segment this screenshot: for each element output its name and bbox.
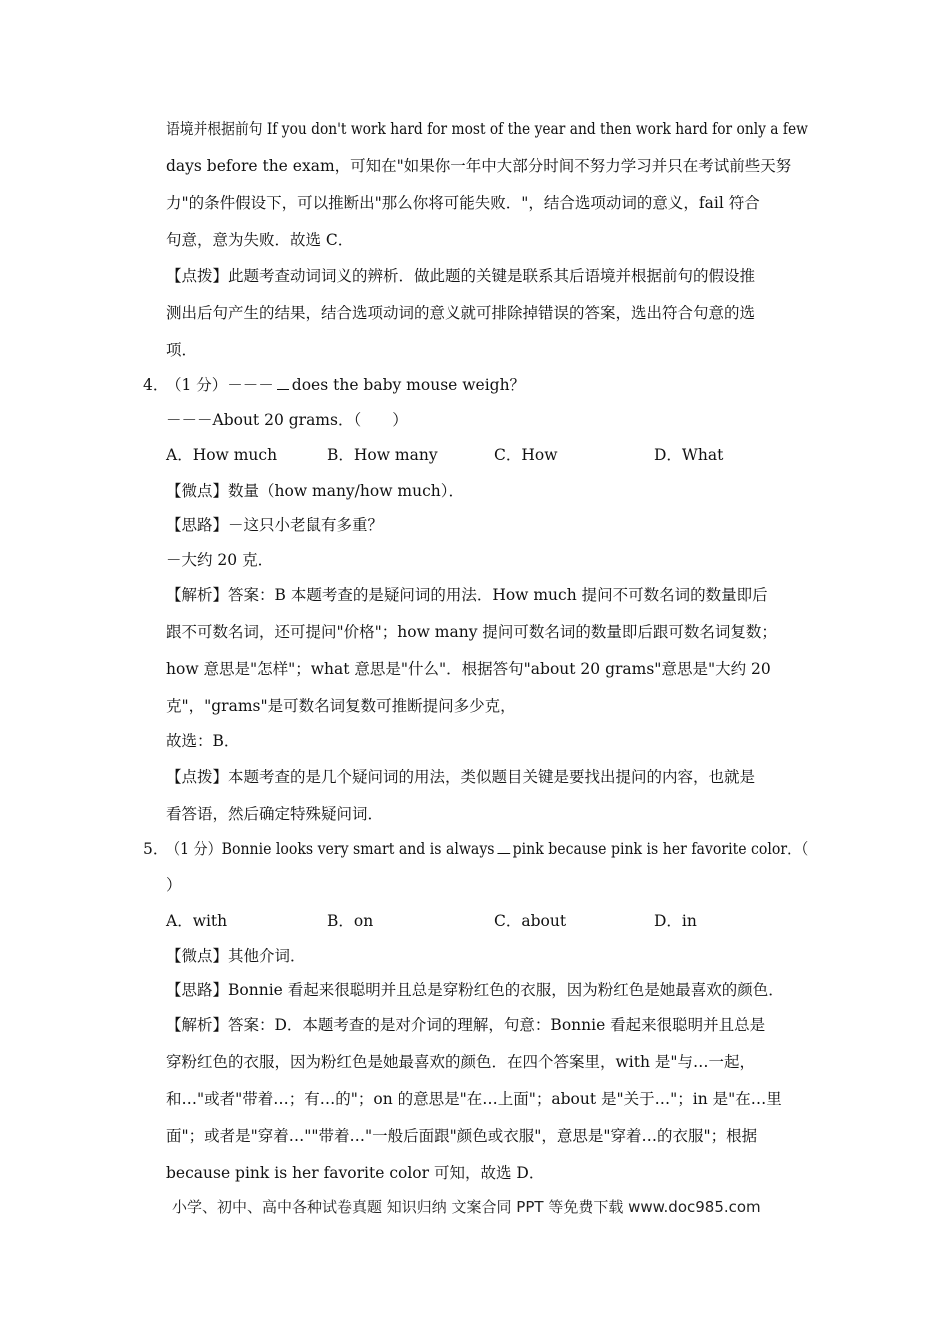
text-line: days before the exam，可知在"如果你一年中大部分时间不努力学习并只在考试前些天努 — [166, 157, 792, 175]
dianbo-line: 【点拨】此题考查动词词义的辨析．做此题的关键是联系其后语境并根据前句的假设推 — [166, 267, 756, 285]
dianbo-line: 项． — [166, 341, 198, 359]
question-number: 4． — [143, 376, 169, 394]
dianbo-line: 看答语，然后确定特殊疑问词． — [166, 805, 384, 823]
option-d: D．What — [654, 446, 724, 464]
silu-line: －大约 20 克． — [166, 551, 274, 569]
text-line: 句意，意为失败．故选 C． — [166, 231, 354, 249]
question-score: （1 分）－－－ — [166, 376, 274, 394]
question-stem-text: pink because pink is her favorite color．（ — [512, 840, 809, 858]
text-line: 力"的条件假设下，可以推断出"那么你将可能失败．"，结合选项动词的意义，fail 符合 — [166, 194, 760, 212]
question-answer-line: －－－About 20 grams．（ ） — [166, 411, 408, 429]
jiexi-line: 穿粉红色的衣服，因为粉红色是她最喜欢的颜色．在四个答案里，with 是"与…一起， — [166, 1053, 755, 1071]
jiexi-line: 面"；或者是"穿着…""带着…"一般后面跟"颜色或衣服"，意思是"穿着…的衣服"；根据 — [166, 1127, 758, 1145]
question-answer-line: ） — [166, 876, 182, 894]
dianbo-line: 【点拨】本题考查的是几个疑问词的用法，类似题目关键是要找出提问的内容，也就是 — [166, 768, 756, 786]
jiexi-line: 克"，"grams"是可数名词复数可推断提问多少克， — [166, 697, 516, 715]
answer-blank — [277, 375, 289, 390]
option-c: C．How — [494, 446, 558, 464]
question-score-stem: （1 分）Bonnie looks very smart and is always — [166, 840, 495, 858]
silu-line: 【思路】Bonnie 看起来很聪明并且总是穿粉红色的衣服，因为粉红色是她最喜欢的颜色． — [166, 981, 784, 999]
option-a: A．with — [166, 912, 228, 930]
question-stem — [166, 839, 808, 859]
silu-line: 【思路】－这只小老鼠有多重？ — [166, 516, 384, 534]
page-footer: 小学、初中、高中各种试卷真题 知识归纳 文案合同 PPT 等免费下载 www.doc985.com — [172, 1198, 761, 1216]
jiexi-line: 故选：B． — [166, 732, 240, 750]
option-c: C．about — [494, 912, 567, 930]
question-number: 5． — [143, 840, 169, 858]
text-line: 语境并根据前句 If you don't work hard for most of the year and then work hard for only a few — [166, 120, 808, 138]
option-b: B．How many — [327, 446, 438, 464]
answer-blank — [497, 839, 510, 854]
jiexi-line: 【解析】答案：B 本题考查的是疑问词的用法．How much 提问不可数名词的数量即后 — [166, 586, 768, 604]
option-a: A．How much — [166, 446, 278, 464]
dianbo-line: 测出后句产生的结果，结合选项动词的意义就可排除掉错误的答案，选出符合句意的选 — [166, 304, 756, 322]
option-d: D．in — [654, 912, 697, 930]
jiexi-line: 【解析】答案：D．本题考查的是对介词的理解，句意：Bonnie 看起来很聪明并且总是 — [166, 1016, 766, 1034]
weidian-line: 【微点】其他介词． — [166, 947, 306, 965]
weidian-line: 【微点】数量（how many/how much）． — [166, 482, 465, 500]
question-stem — [166, 375, 525, 395]
option-b: B．on — [327, 912, 374, 930]
jiexi-line: 和…"或者"带着…；有…的"；on 的意思是"在…上面"；about 是"关于…"；in 是"在…里 — [166, 1090, 782, 1108]
jiexi-line: how 意思是"怎样"；what 意思是"什么"．根据答句"about 20 grams"意思是"大约 20 — [166, 660, 771, 678]
question-stem-text: does the baby mouse weigh？ — [291, 376, 526, 394]
jiexi-line: 跟不可数名词，还可提问"价格"；how many 提问可数名词的数量即后跟可数名词复数； — [166, 623, 777, 641]
jiexi-line: because pink is her favorite color 可知，故选 D． — [166, 1164, 545, 1182]
